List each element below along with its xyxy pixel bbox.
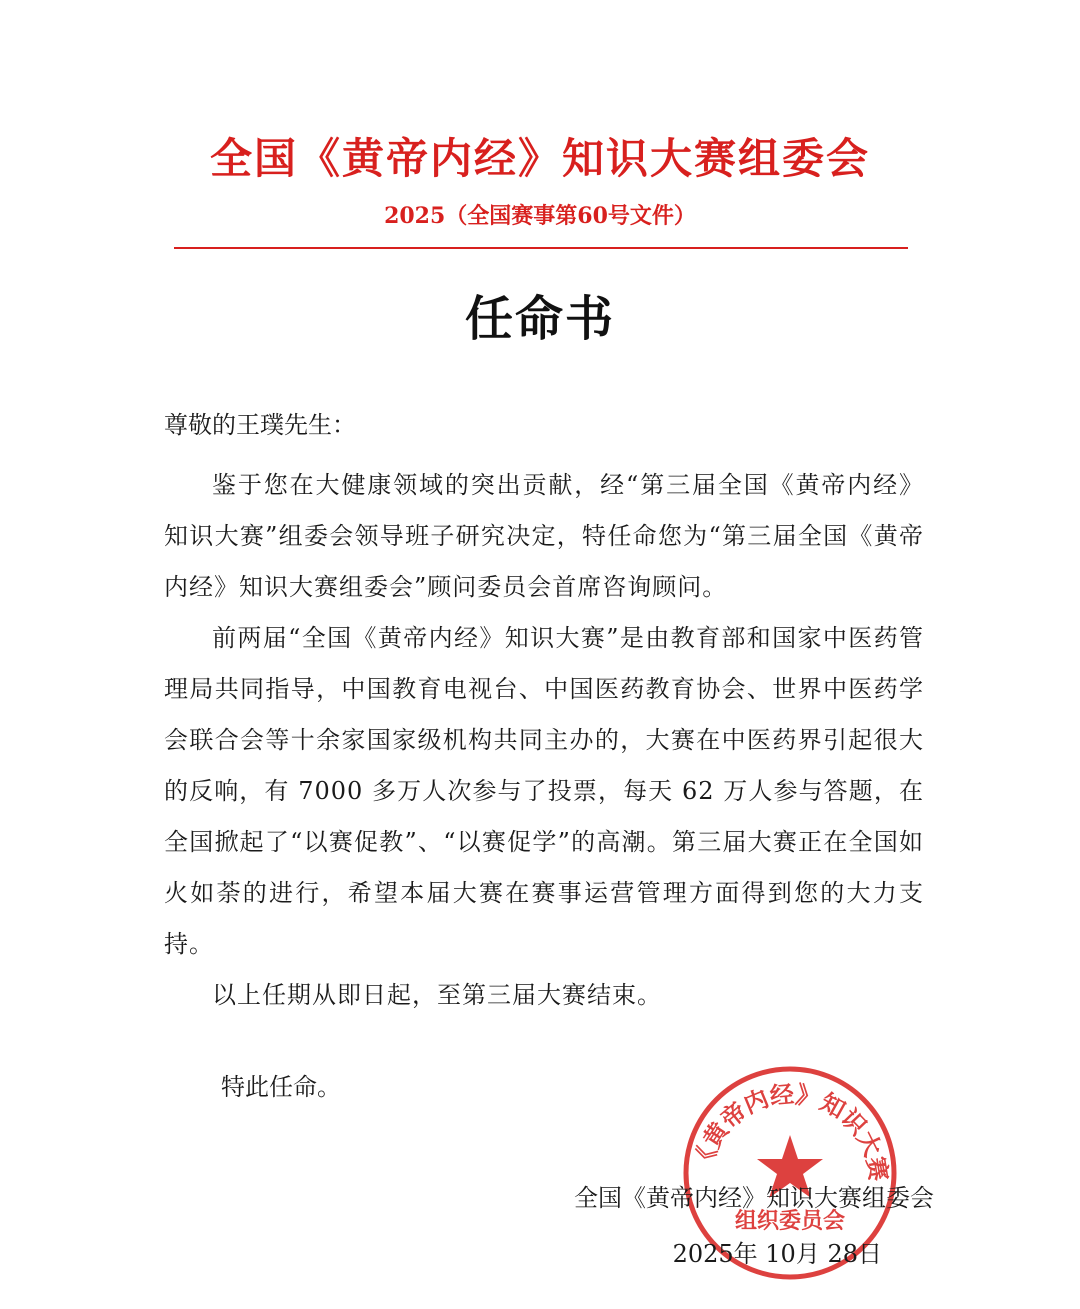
- signature-organization: 全国《黄帝内经》知识大赛组委会: [574, 1184, 934, 1212]
- signature-date: 2025年 10月 28日: [672, 1240, 882, 1268]
- document-title: 任命书: [464, 291, 615, 347]
- paragraph-term: 以上任期从即日起，至第三届大赛结束。: [212, 981, 662, 1009]
- paragraph-appointment: 鉴于您在大健康领域的突出贡献，经“第三届全国《黄帝内经》知识大赛”组委会领导班子研究决定，特任命您为“第三届全国《黄帝内经》知识大赛组委会”顾问委员会首席咨询顾问。: [164, 471, 924, 601]
- seal-center-text: 组织委员会: [734, 1208, 846, 1233]
- header-organization: 全国《黄帝内经》知识大赛组委会: [209, 134, 870, 183]
- closing-line: 特此任命。: [221, 1073, 341, 1101]
- document-number: 2025（全国赛事第60号文件）: [384, 203, 696, 229]
- salutation: 尊敬的王璞先生：: [164, 411, 356, 439]
- header-divider: [174, 247, 908, 249]
- paragraph-background: 前两届“全国《黄帝内经》知识大赛”是由教育部和国家中医药管理局共同指导，中国教育电视台、中国医药教育协会、世界中医药学会联合会等十余家国家级机构共同主办的，大赛在中医药界引起很大的反响，有 7000 多万人次参与了投票，每天 62 万人参与答题，在全国掀起了“以赛促教”、“以赛促学”的高潮。第三届大赛正在全国如火如荼的进行，希望本届大赛在赛事运营管理方面得到您的大力支持。: [164, 624, 924, 958]
- letter-body: [164, 460, 924, 1021]
- seal-ring-text: 《黄帝内经》知识大赛: [690, 1082, 891, 1184]
